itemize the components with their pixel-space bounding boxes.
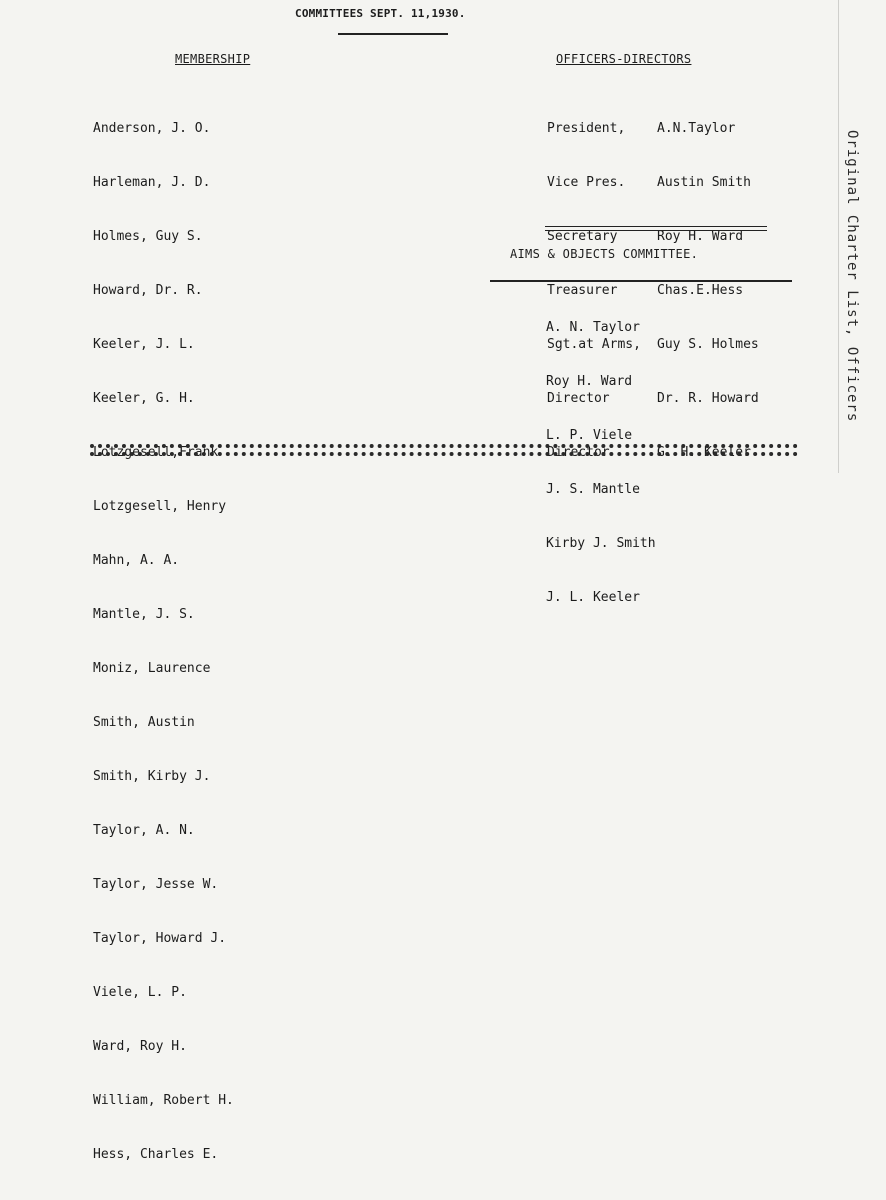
member-name: Taylor, Jesse W. (93, 877, 219, 892)
page-edge (838, 0, 839, 473)
member-name: Taylor, Howard J. (93, 931, 227, 946)
aims-list (546, 283, 656, 643)
membership-heading: MEMBERSHIP (175, 52, 251, 66)
dotted-border (90, 452, 798, 456)
member-name: Lotzgesell, Henry (93, 499, 227, 514)
section-divider (545, 226, 767, 231)
aims-member: Kirby J. Smith (546, 536, 656, 551)
officer-name: Guy S. Holmes (657, 337, 759, 352)
member-name: Keeler, G. H. (93, 391, 195, 406)
aims-member: L. P. Viele (546, 428, 633, 443)
aims-member: Roy H. Ward (546, 374, 633, 389)
officers-heading: OFFICERS-DIRECTORS (556, 52, 692, 66)
member-name: Taylor, A. N. (93, 823, 195, 838)
membership-list (93, 84, 234, 1200)
aims-member: J. S. Mantle (546, 482, 640, 497)
member-name: Howard, Dr. R. (93, 283, 203, 298)
aims-member: J. L. Keeler (546, 590, 640, 605)
side-note: Original Charter List, Officers (844, 130, 860, 423)
officer-role: Vice Pres. (547, 175, 626, 190)
officer-role: Secretary (547, 229, 618, 244)
member-name: Smith, Austin (93, 715, 195, 730)
officer-name: G. H. Keeler (657, 445, 751, 460)
aims-heading: AIMS & OBJECTS COMMITTEE. (510, 247, 699, 261)
member-name: Anderson, J. O. (93, 121, 211, 136)
member-name: Lotzgesell,Frank (93, 445, 219, 460)
document-title: COMMITTEES SEPT. 11,1930. (295, 7, 466, 20)
member-name: Smith, Kirby J. (93, 769, 211, 784)
officer-name: Chas.E.Hess (657, 283, 744, 298)
dotted-border (90, 444, 798, 448)
officer-name: Dr. R. Howard (657, 391, 759, 406)
member-name: Harleman, J. D. (93, 175, 211, 190)
officer-name: A.N.Taylor (657, 121, 736, 136)
member-name: Mantle, J. S. (93, 607, 195, 622)
member-name: Hess, Charles E. (93, 1147, 219, 1162)
officer-name: Austin Smith (657, 175, 751, 190)
member-name: William, Robert H. (93, 1093, 234, 1108)
officer-role: Treasurer (547, 283, 618, 298)
officer-role: President, (547, 121, 626, 136)
officer-entry (547, 120, 759, 138)
member-name: Viele, L. P. (93, 985, 187, 1000)
officer-entry (547, 174, 759, 192)
member-name: Mahn, A. A. (93, 553, 180, 568)
member-name: Holmes, Guy S. (93, 229, 203, 244)
aims-underline (490, 280, 792, 282)
officer-name: Roy H. Ward (657, 229, 744, 244)
officer-role: Sgt.at Arms, (547, 337, 641, 352)
member-name: Ward, Roy H. (93, 1039, 187, 1054)
aims-member: A. N. Taylor (546, 320, 640, 335)
officer-role: Director (547, 445, 610, 460)
member-name: Moniz, Laurence (93, 661, 211, 676)
member-name: Keeler, J. L. (93, 337, 195, 352)
officer-role: Director (547, 391, 610, 406)
title-underline (338, 33, 448, 35)
